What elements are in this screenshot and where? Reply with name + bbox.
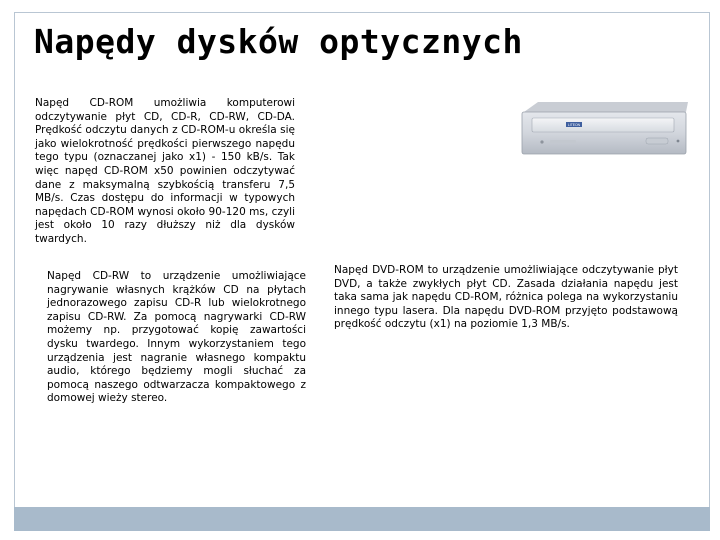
slide-title: Napędy dysków optycznych [34, 22, 523, 61]
optical-drive-icon [520, 100, 688, 156]
paragraph-cd-rom: Napęd CD-ROM umożliwia komputerowi odczytywanie płyt CD, CD-R, CD-RW, CD-DA. Prędkość odczytu danych z CD-ROM-u określa się jako wielokrotność prędkości pierwszego napędu tego typu (oznaczanej jako x1) - 150 kB/s. Tak więc napęd CD-ROM x50 powinien odczytywać dane z maksymalną szybkością transferu 7,5 MB/s. Czas dostępu do informacji w typowych napędach CD-ROM wynosi około 90-120 ms, czyli jest około 10 razy dłuższy niż dla dysków twardych. [35, 97, 295, 245]
paragraph-cd-rw: Napęd CD-RW to urządzenie umożliwiające nagrywanie własnych krążków CD na płytach jednorazowego zapisu CD-R lub wielokrotnego zapisu CD-RW. Za pomocą nagrywarki CD-RW możemy np. przygotować kopię zawartości dysku twardego. Innym wykorzystaniem tego urządzenia jest nagranie własnego kompaktu audio, którego będziemy mogli słuchać za pomocą naszego odtwarzacza kompaktowego z domowej wieży stereo. [47, 270, 306, 405]
paragraph-dvd-rom: Napęd DVD-ROM to urządzenie umożliwiające odczytywanie płyt DVD, a także zwykłych płyt CD. Zasada działania napędu jest taka sama jak napędu CD-ROM, różnica polega na wykorzystaniu innego typu lasera. Dla napędu DVD-ROM przyjęto podstawową prędkość odczytu (x1) na poziomie 1,3 MB/s. [334, 264, 678, 331]
svg-text:LITEON: LITEON [567, 123, 581, 128]
slide-footer-bar [14, 507, 710, 531]
